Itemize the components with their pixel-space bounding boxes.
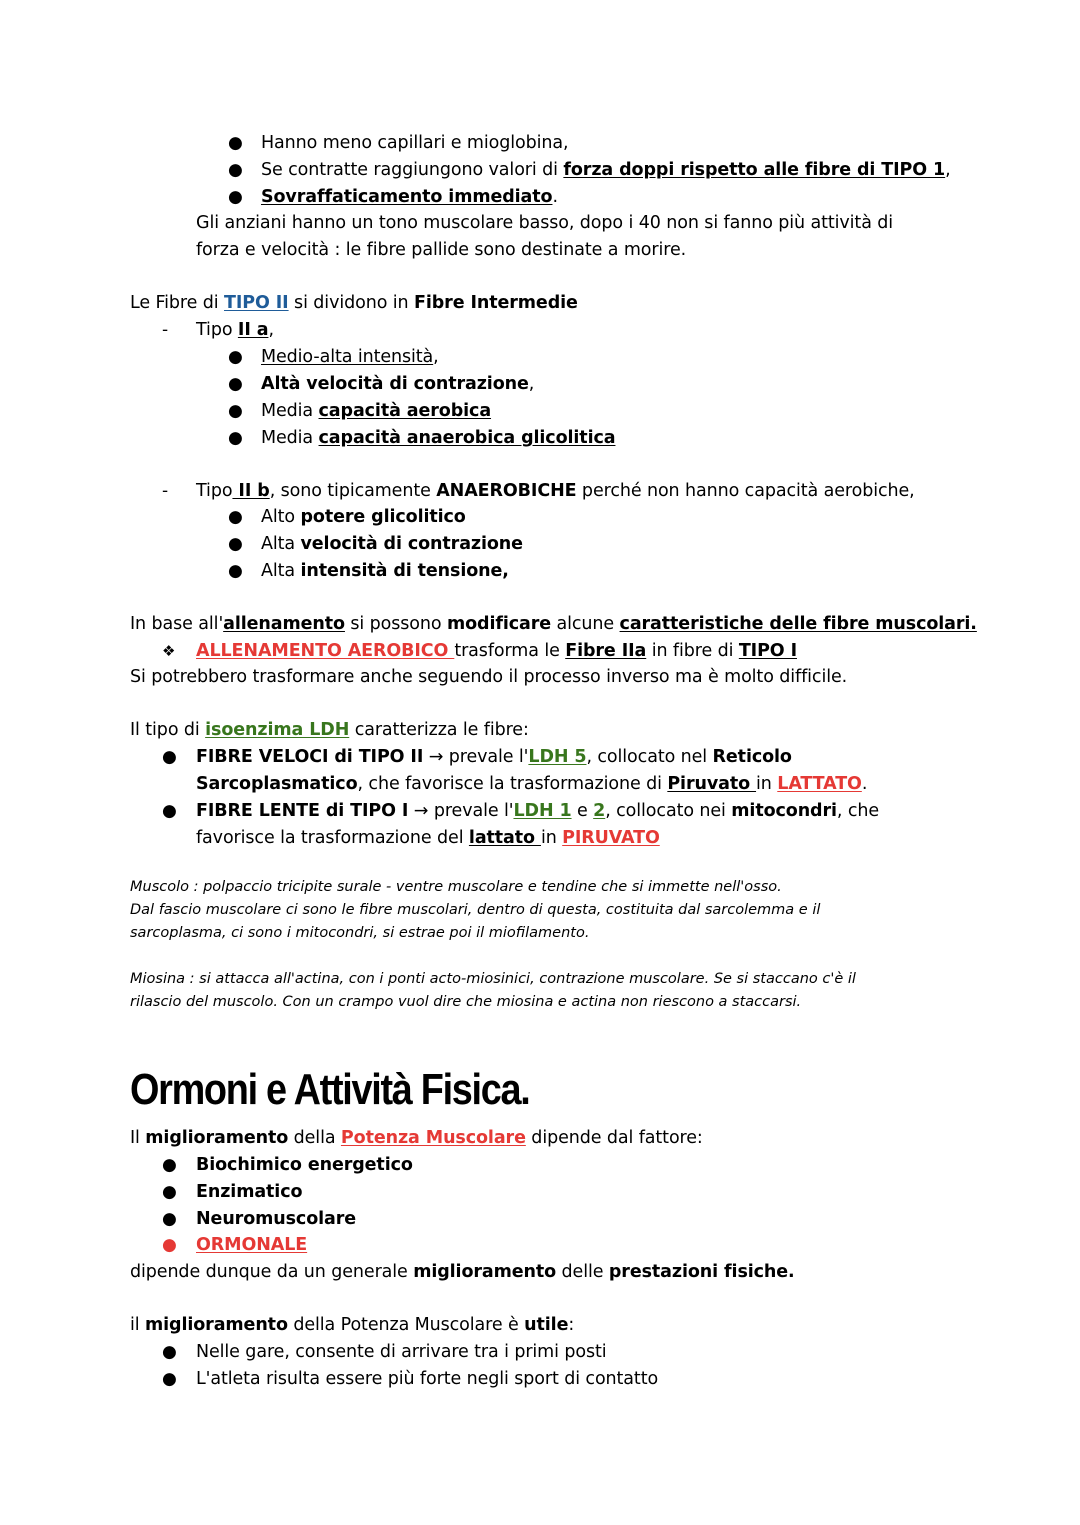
bold-text: FIBRE VELOCI di TIPO II — [196, 747, 424, 767]
paragraph-line — [130, 1312, 574, 1338]
emphasis-text: capacità anaerobica glicolitica — [318, 428, 616, 448]
bullet-icon: ● — [162, 801, 177, 821]
text: Il tipo di — [130, 720, 206, 740]
bullet-icon: ● — [162, 747, 177, 767]
list-item: Enzimatico — [196, 1182, 303, 1202]
text: Le Fibre di — [130, 293, 225, 313]
bold-text: miglioramento — [145, 1128, 289, 1148]
ldh5-link[interactable]: LDH 5 — [528, 747, 587, 767]
punctuation: : — [568, 1315, 575, 1335]
section-heading: Ormoni e Attività Fisica. — [130, 1065, 530, 1114]
emphasis-text: forza doppi rispetto alle fibre di TIPO 1 — [563, 160, 946, 180]
list-item — [261, 371, 534, 397]
bold-text: Altà velocità di contrazione — [261, 374, 529, 394]
list-item — [261, 398, 491, 424]
list-item — [196, 798, 879, 824]
bold-text: ANAEROBICHE — [436, 481, 577, 501]
text: Media — [261, 401, 319, 421]
paragraph-line: Si potrebbero trasformare anche seguendo il processo inverso ma è molto difficile. — [130, 667, 848, 687]
text: Alta — [261, 561, 301, 581]
punctuation: . — [552, 187, 558, 207]
list-item-continuation — [196, 771, 867, 797]
text: Media — [261, 428, 319, 448]
text: in fibre di — [646, 641, 739, 661]
text: → prevale l' — [408, 801, 514, 821]
bullet-icon: ● — [228, 160, 243, 180]
bold-text: potere glicolitico — [300, 507, 466, 527]
emphasis-text: allenamento — [223, 614, 345, 634]
bold-text: modificare — [446, 614, 552, 634]
list-item — [261, 425, 615, 451]
punctuation: , — [945, 160, 951, 180]
text: alcune — [551, 614, 620, 634]
bold-text: intensità di tensione, — [300, 561, 509, 581]
emphasis-text: capacità aerobica — [318, 401, 492, 421]
red-emphasis-text: LATTATO — [777, 774, 862, 794]
bullet-icon: ● — [228, 534, 243, 554]
bold-text: Reticolo — [712, 747, 792, 767]
red-emphasis-text: Potenza Muscolare — [340, 1128, 526, 1148]
note-line: sarcoplasma, ci sono i mitocondri, si estrae poi il miofilamento. — [130, 925, 590, 941]
bullet-icon: ● — [228, 428, 243, 448]
text: e — [571, 801, 594, 821]
bold-text: prestazioni fisiche. — [608, 1262, 795, 1282]
note-line: Miosina : si attacca all'actina, con i ponti acto-miosinici, contrazione muscolare. Se si staccano c'è il — [130, 971, 856, 987]
text: in — [756, 774, 778, 794]
text: , che — [836, 801, 880, 821]
punctuation: , — [433, 347, 439, 367]
list-item: Biochimico energetico — [196, 1155, 413, 1175]
text: In base all' — [130, 614, 224, 634]
text: si possono — [344, 614, 447, 634]
bullet-icon: ● — [228, 374, 243, 394]
emphasis-text: II a — [237, 320, 269, 340]
text: in — [540, 828, 563, 848]
diamond-bullet-icon: ❖ — [162, 642, 176, 660]
paragraph-line — [130, 611, 977, 637]
isoenzima-ldh-link[interactable]: isoenzima LDH — [205, 720, 350, 740]
dash-marker: - — [162, 481, 169, 501]
list-item — [261, 157, 951, 183]
punctuation: , — [528, 374, 535, 394]
red-emphasis-text: PIRUVATO — [562, 828, 660, 848]
underlined-text: Medio-alta intensità — [261, 347, 434, 367]
emphasis-text: Fibre IIa — [565, 641, 647, 661]
text: , che favorisce la trasformazione di — [357, 774, 668, 794]
list-item — [261, 531, 523, 557]
ldh2-link[interactable]: 2 — [593, 801, 606, 821]
red-emphasis-text: ALLENAMENTO AEROBICO — [196, 641, 455, 661]
text: , collocato nel — [586, 747, 713, 767]
bullet-icon: ● — [162, 1182, 177, 1202]
ldh1-link[interactable]: LDH 1 — [513, 801, 572, 821]
bold-text: miglioramento — [413, 1262, 557, 1282]
list-item — [196, 317, 274, 343]
text: Tipo — [196, 481, 233, 501]
paragraph-line: Gli anziani hanno un tono muscolare basso, dopo i 40 non si fanno più attività di — [196, 213, 894, 233]
text: si dividono in — [288, 293, 414, 313]
paragraph-line: forza e velocità : le fibre pallide sono destinate a morire. — [196, 240, 687, 260]
text: della — [288, 1128, 341, 1148]
list-item-continuation — [196, 825, 660, 851]
bullet-icon: ● — [162, 1342, 177, 1362]
note-line: Muscolo : polpaccio tricipite surale - ventre muscolare e tendine che si immette nell'osso. — [130, 879, 782, 895]
text: Tipo — [196, 320, 238, 340]
text: trasforma le — [454, 641, 566, 661]
list-item — [196, 478, 915, 504]
note-line: rilascio del muscolo. Con un crampo vuol dire che miosina e actina non riescono a staccarsi. — [130, 994, 802, 1010]
paragraph-line — [130, 290, 578, 316]
tipo-ii-link[interactable]: TIPO II — [224, 293, 289, 313]
bold-text: velocità di contrazione — [300, 534, 523, 554]
bold-text: mitocondri — [731, 801, 837, 821]
list-item — [196, 638, 797, 664]
text: caratterizza le fibre: — [349, 720, 529, 740]
emphasis-text: lattato — [468, 828, 541, 848]
text: Il — [130, 1128, 146, 1148]
emphasis-text: Sovraffaticamento immediato — [261, 187, 553, 207]
note-line: Dal fascio muscolare ci sono le fibre muscolari, dentro di questa, costituita dal sarcolemma e il — [130, 902, 821, 918]
bold-text: Fibre Intermedie — [413, 293, 578, 313]
list-item — [196, 744, 792, 770]
list-item — [261, 344, 439, 370]
text: → prevale l' — [423, 747, 529, 767]
list-item: Neuromuscolare — [196, 1209, 357, 1229]
emphasis-text: Piruvato — [667, 774, 757, 794]
text: della Potenza Muscolare è — [287, 1315, 525, 1335]
list-item: ORMONALE — [196, 1235, 308, 1255]
list-item-text: Hanno meno capillari e mioglobina, — [261, 133, 569, 153]
list-item: Nelle gare, consente di arrivare tra i primi posti — [196, 1342, 607, 1362]
bullet-icon: ● — [228, 561, 243, 581]
text: perché non hanno capacità aerobiche, — [576, 481, 915, 501]
bullet-icon: ● — [228, 133, 243, 153]
list-item — [261, 184, 558, 210]
emphasis-text: TIPO I — [738, 641, 797, 661]
text: , sono tipicamente — [269, 481, 437, 501]
list-item — [261, 504, 466, 530]
bold-text: Sarcoplasmatico — [196, 774, 358, 794]
bullet-icon: ● — [162, 1369, 177, 1389]
list-item: L'atleta risulta essere più forte negli sport di contatto — [196, 1369, 659, 1389]
paragraph-line — [130, 1125, 703, 1151]
list-item-text: Se contratte raggiungono valori di — [261, 160, 564, 180]
emphasis-text: II b — [232, 481, 270, 501]
bullet-icon: ● — [228, 507, 243, 527]
list-item — [261, 558, 509, 584]
bullet-icon: ● — [162, 1235, 177, 1255]
bullet-icon: ● — [228, 401, 243, 421]
text: dipende dal fattore: — [525, 1128, 703, 1148]
paragraph-line — [130, 1259, 795, 1285]
text: il — [130, 1315, 145, 1335]
bullet-icon: ● — [228, 187, 243, 207]
dash-marker: - — [162, 320, 169, 340]
text: Alta — [261, 534, 301, 554]
bold-text: miglioramento — [145, 1315, 288, 1335]
bold-text: utile — [524, 1315, 569, 1335]
list-item — [261, 130, 568, 156]
bullet-icon: ● — [162, 1209, 177, 1229]
bold-text: FIBRE LENTE di TIPO I — [196, 801, 409, 821]
text: delle — [556, 1262, 609, 1282]
punctuation: , — [268, 320, 274, 340]
paragraph-line — [130, 717, 529, 743]
text: favorisce la trasformazione del — [196, 828, 469, 848]
punctuation: . — [861, 774, 868, 794]
text: dipende dunque da un generale — [130, 1262, 414, 1282]
emphasis-text: caratteristiche delle fibre muscolari. — [619, 614, 977, 634]
text: , collocato nei — [605, 801, 732, 821]
bullet-icon: ● — [228, 347, 243, 367]
text: Alto — [261, 507, 301, 527]
bullet-icon: ● — [162, 1155, 177, 1175]
